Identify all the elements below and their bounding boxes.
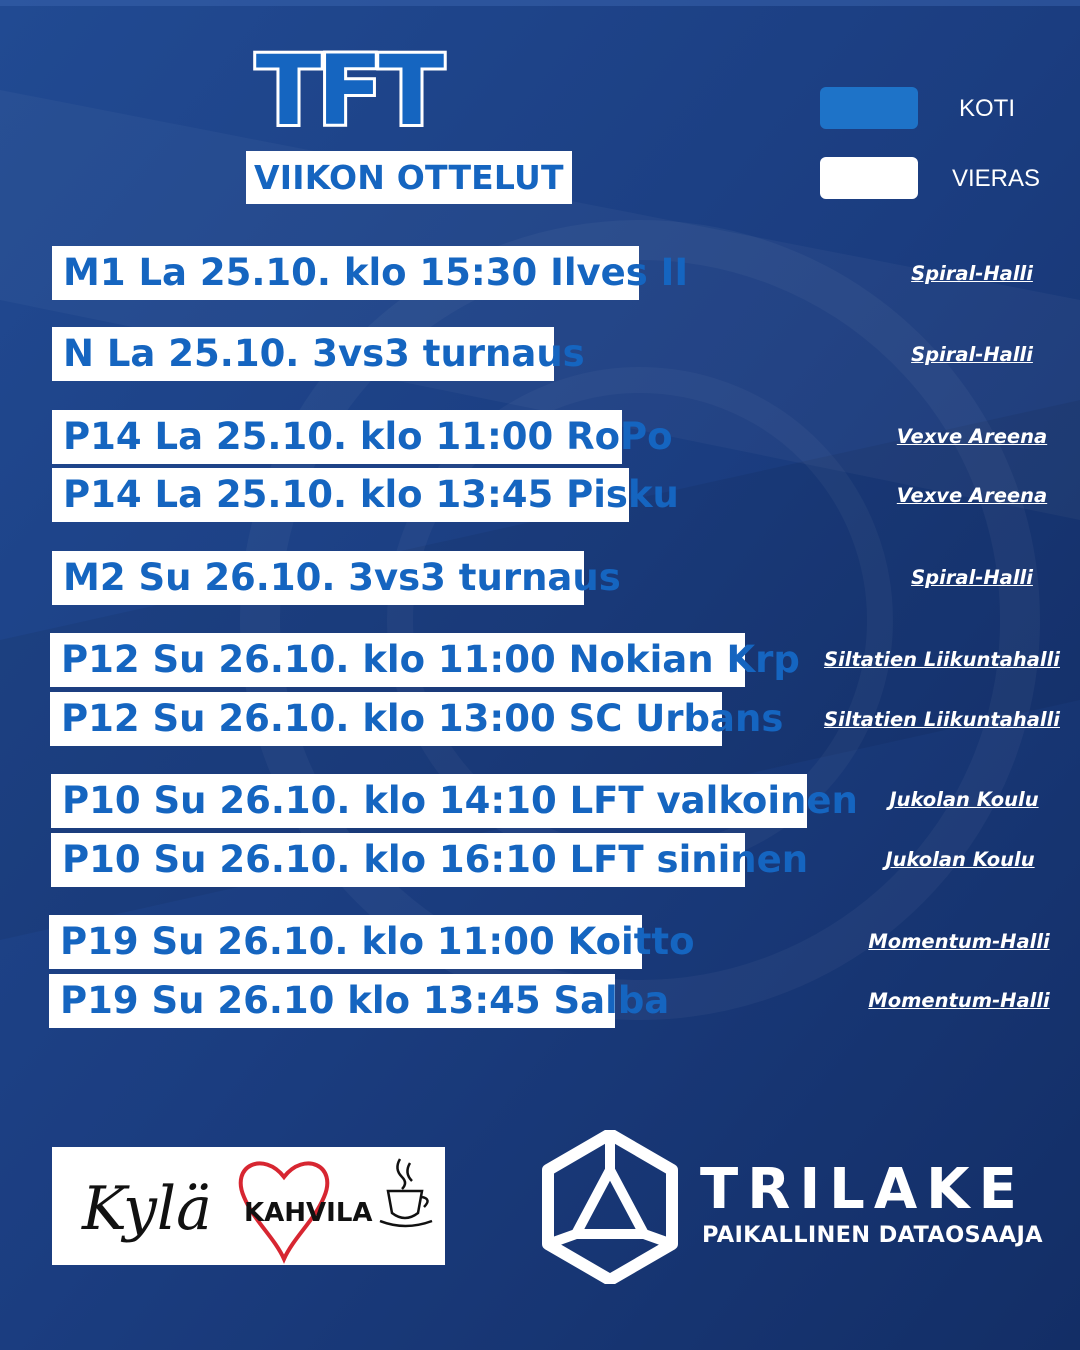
match-row: P12 Su 26.10. klo 13:00 SC Urbans (50, 692, 722, 746)
match-row: P14 La 25.10. klo 11:00 RoPo (52, 410, 622, 464)
kylakahvila-logo (52, 1147, 445, 1265)
venue-link[interactable]: Spiral-Halli (911, 343, 1033, 366)
legend-label-home: KOTI (959, 95, 1016, 122)
trilake-logo-icon (542, 1130, 678, 1284)
venue-link[interactable]: Spiral-Halli (911, 262, 1033, 285)
match-row: P10 Su 26.10. klo 14:10 LFT valkoinen (51, 774, 807, 828)
tft-logo (242, 40, 454, 136)
match-row: P19 Su 26.10. klo 11:00 Koitto (49, 915, 642, 969)
sponsor-kylakahvila (52, 1147, 445, 1265)
venue-link[interactable]: Jukolan Koulu (885, 848, 1035, 871)
venue-link[interactable]: Vexve Areena (896, 425, 1048, 448)
match-row: M1 La 25.10. klo 15:30 Ilves II (52, 246, 639, 300)
venue-link[interactable]: Siltatien Liikuntahalli (824, 648, 1060, 671)
venue-link[interactable]: Spiral-Halli (911, 566, 1033, 589)
coffee-cup-icon (380, 1159, 432, 1226)
venue-link[interactable]: Siltatien Liikuntahalli (824, 708, 1060, 731)
venue-link[interactable]: Jukolan Koulu (889, 788, 1039, 811)
tft-logo-text: TFT (255, 40, 441, 136)
match-row: N La 25.10. 3vs3 turnaus (52, 327, 554, 381)
venue-link[interactable]: Momentum-Halli (868, 989, 1050, 1012)
match-row: M2 Su 26.10. 3vs3 turnaus (52, 551, 584, 605)
match-row: P19 Su 26.10 klo 13:45 Salba (49, 974, 615, 1028)
kylakahvila-script: Kylä (82, 1174, 212, 1244)
legend-swatch-away (820, 157, 918, 199)
trilake-name: TRILAKE (700, 1157, 1026, 1222)
match-row: P10 Su 26.10. klo 16:10 LFT sininen (51, 833, 745, 887)
kylakahvila-word: KAHVILA (244, 1198, 373, 1228)
match-row: P14 La 25.10. klo 13:45 Pisku (52, 468, 629, 522)
page-subtitle: VIIKON OTTELUT (246, 151, 572, 204)
legend-label-away: VIERAS (952, 165, 1041, 192)
venue-link[interactable]: Momentum-Halli (868, 930, 1050, 953)
venue-link[interactable]: Vexve Areena (896, 484, 1048, 507)
legend-swatch-home (820, 87, 918, 129)
trilake-tagline: PAIKALLINEN DATAOSAAJA (702, 1222, 1043, 1248)
match-row: P12 Su 26.10. klo 11:00 Nokian Krp (50, 633, 745, 687)
